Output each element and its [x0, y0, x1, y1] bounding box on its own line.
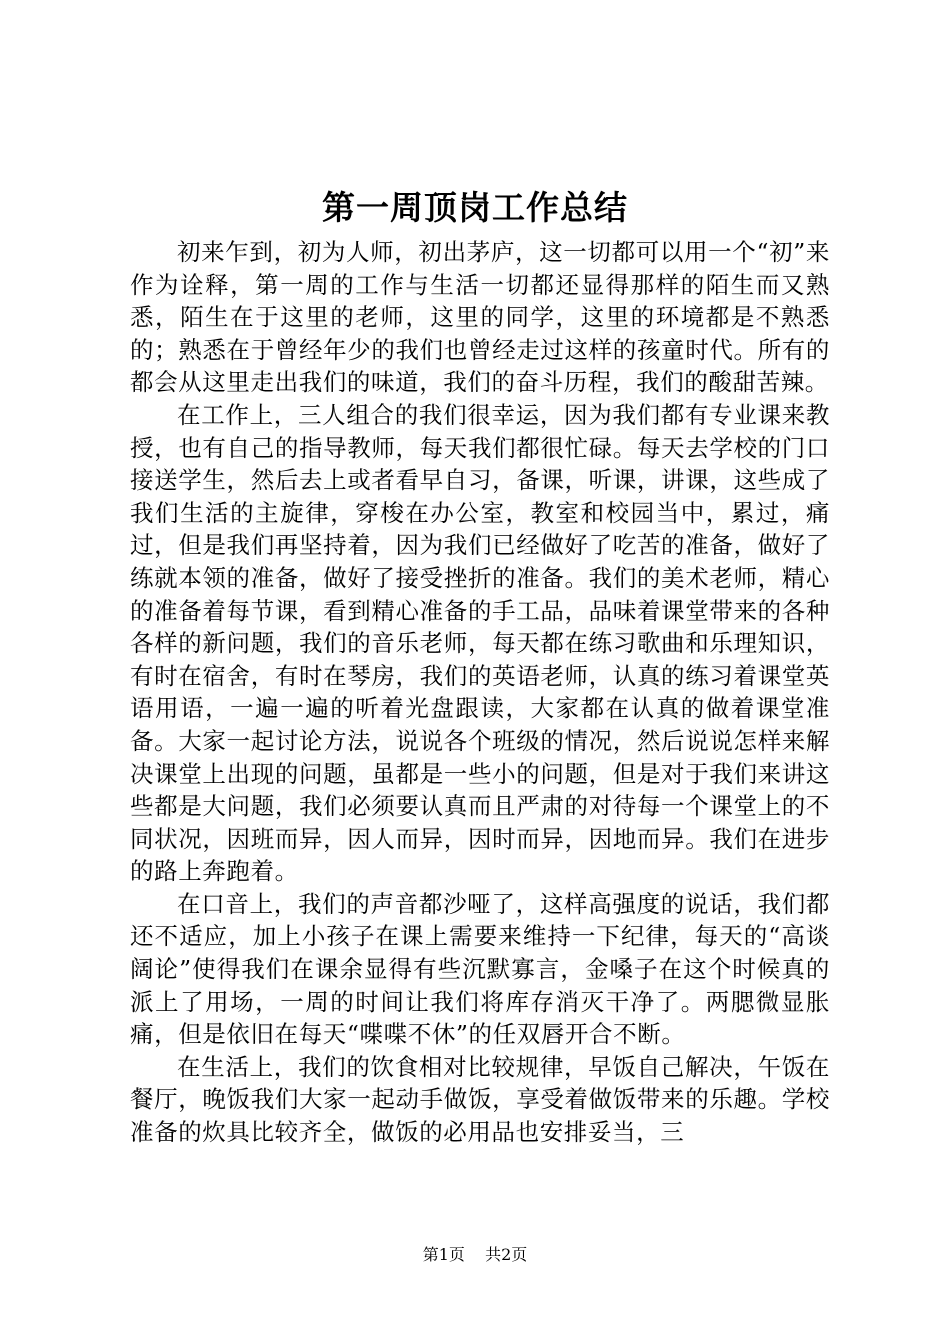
- page-number-current: 第1页: [422, 1245, 465, 1264]
- paragraph-life: 在生活上，我们的饮食相对比较规律，早饭自己解决，午饭在餐厅，晚饭我们大家一起动手做饭，享受着做饭带来的乐趣。学校准备的炊具比较齐全，做饭的必用品也安排妥当，三: [130, 1052, 830, 1147]
- paragraph-work: 在工作上，三人组合的我们很幸运，因为我们都有专业课来教授，也有自己的指导教师，每天我们都很忙碌。每天去学校的门口接送学生，然后去上或者看早自习，备课，听课，讲课，这些成了我们生活的主旋律，穿梭在办公室，教室和校园当中，累过，痛过，但是我们再坚持着，因为我们已经做好了吃苦的准备，做好了练就本领的准备，做好了接受挫折的准备。我们的美术老师，精心的准备着每节课，看到精心准备的手工品，品味着课堂带来的各种各样的新问题，我们的音乐老师，每天都在练习歌曲和乐理知识，有时在宿舍，有时在琴房，我们的英语老师，认真的练习着课堂英语用语，一遍一遍的听着光盘跟读，大家都在认真的做着课堂准备。大家一起讨论方法，说说各个班级的情况，然后说说怎样来解决课堂上出现的问题，虽都是一些小的问题，但是对于我们来讲这些都是大问题，我们必须要认真而且严肃的对待每一个课堂上的不同状况，因班而异，因人而异，因时而异，因地而异。我们在进步的路上奔跑着。: [130, 400, 830, 886]
- page-footer: [0, 1243, 950, 1267]
- paragraph-intro: 初来乍到，初为人师，初出茅庐，这一切都可以用一个“初”来作为诠释，第一周的工作与生活一切都还显得那样的陌生而又熟悉，陌生在于这里的老师，这里的同学，这里的环境都是不熟悉的；熟悉在于曾经年少的我们也曾经走过这样的孩童时代。所有的都会从这里走出我们的味道，我们的奋斗历程，我们的酸甜苦辣。: [130, 238, 830, 397]
- document-title: 第一周顶岗工作总结: [322, 188, 628, 227]
- paragraph-voice: 在口音上，我们的声音都沙哑了，这样高强度的说话，我们都还不适应，加上小孩子在课上需要来维持一下纪律，每天的“高谈阔论”使得我们在课余显得有些沉默寡言，金嗓子在这个时候真的派上了用场，一周的时间让我们将库存消灭干净了。两腮微显胀痛，但是依旧在每天“喋喋不休”的任双唇开合不断。: [130, 889, 830, 1049]
- page-number-total: 共2页: [485, 1245, 528, 1264]
- document-body: [130, 236, 830, 1149]
